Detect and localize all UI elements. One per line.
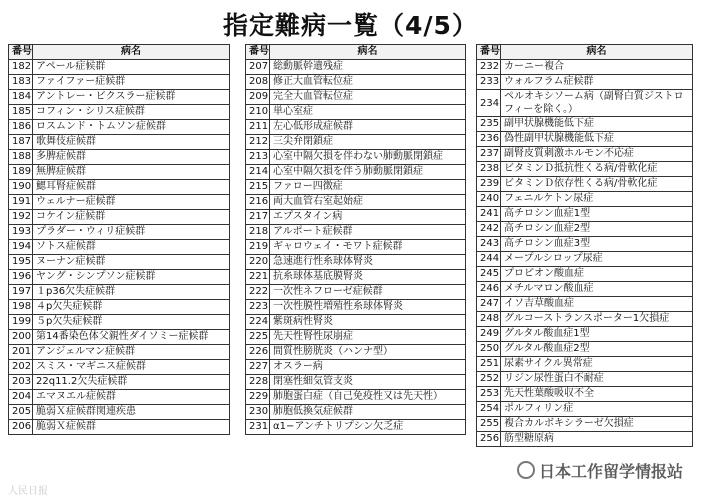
table-row xyxy=(477,417,693,432)
disease-number: 208 xyxy=(246,75,270,90)
disease-name: 先天性腎性尿崩症 xyxy=(270,330,466,345)
disease-name: グルタル酸血症1型 xyxy=(501,327,693,342)
disease-number: 184 xyxy=(9,90,33,105)
disease-name: カーニー複合 xyxy=(501,60,693,75)
disease-name: 歌舞伎症候群 xyxy=(33,135,230,150)
table-row xyxy=(9,405,230,420)
disease-name: 三尖弁閉鎖症 xyxy=(270,135,466,150)
disease-name: 複合カルボキシラーゼ欠損症 xyxy=(501,417,693,432)
disease-name: スミス・マギニス症候群 xyxy=(33,360,230,375)
table-row xyxy=(9,120,230,135)
table-row xyxy=(9,150,230,165)
table-row xyxy=(246,345,466,360)
disease-name: アペール症候群 xyxy=(33,60,230,75)
table-row xyxy=(9,300,230,315)
disease-name: フェニルケトン尿症 xyxy=(501,192,693,207)
disease-number: 187 xyxy=(9,135,33,150)
table-row xyxy=(246,75,466,90)
disease-number: 197 xyxy=(9,285,33,300)
table-row xyxy=(9,315,230,330)
table-row xyxy=(246,120,466,135)
table-row xyxy=(477,342,693,357)
watermark-right-text: 日本工作留学情报站 xyxy=(538,462,683,481)
disease-name: 偽性副甲状腺機能低下症 xyxy=(501,132,693,147)
table-row xyxy=(477,402,693,417)
disease-name: エプスタイン病 xyxy=(270,210,466,225)
table-row xyxy=(9,60,230,75)
disease-number: 220 xyxy=(246,255,270,270)
disease-number: 212 xyxy=(246,135,270,150)
disease-number: 215 xyxy=(246,180,270,195)
header-number: 番号 xyxy=(9,45,33,60)
disease-number: 219 xyxy=(246,240,270,255)
disease-number: 245 xyxy=(477,267,501,282)
disease-number: 183 xyxy=(9,75,33,90)
disease-name: α1−アンチトリプシン欠乏症 xyxy=(270,420,466,435)
disease-name: プロピオン酸血症 xyxy=(501,267,693,282)
disease-name: ファロー四徴症 xyxy=(270,180,466,195)
disease-number: 186 xyxy=(9,120,33,135)
table-row xyxy=(9,420,230,435)
disease-number: 188 xyxy=(9,150,33,165)
table-row xyxy=(477,162,693,177)
table-row xyxy=(246,270,466,285)
disease-number: 256 xyxy=(477,432,501,447)
table-row xyxy=(246,90,466,105)
page-title: 指定難病一覧（4/5） xyxy=(223,11,478,40)
disease-name: ビタミンＤ依存性くる病/骨軟化症 xyxy=(501,177,693,192)
disease-number: 190 xyxy=(9,180,33,195)
disease-name: １p36欠失症候群 xyxy=(33,285,230,300)
disease-number: 229 xyxy=(246,390,270,405)
disease-name: ウォルフラム症候群 xyxy=(501,75,693,90)
disease-number: 228 xyxy=(246,375,270,390)
table-row xyxy=(9,135,230,150)
disease-number: 244 xyxy=(477,252,501,267)
disease-number: 195 xyxy=(9,255,33,270)
disease-number: 194 xyxy=(9,240,33,255)
disease-number: 227 xyxy=(246,360,270,375)
disease-name: 両大血管右室起始症 xyxy=(270,195,466,210)
disease-number: 198 xyxy=(9,300,33,315)
table-row xyxy=(9,225,230,240)
table-row xyxy=(246,195,466,210)
table-row xyxy=(246,240,466,255)
disease-number: 238 xyxy=(477,162,501,177)
table-row xyxy=(246,390,466,405)
disease-number: 211 xyxy=(246,120,270,135)
disease-name: グルコーストランスポーター1欠損症 xyxy=(501,312,693,327)
disease-name: 閉塞性細気管支炎 xyxy=(270,375,466,390)
disease-number: 250 xyxy=(477,342,501,357)
table-row xyxy=(477,177,693,192)
disease-name: エマヌエル症候群 xyxy=(33,390,230,405)
table-row xyxy=(9,375,230,390)
disease-number: 209 xyxy=(246,90,270,105)
disease-name: ヌーナン症候群 xyxy=(33,255,230,270)
table-row xyxy=(246,300,466,315)
disease-number: 248 xyxy=(477,312,501,327)
disease-number: 224 xyxy=(246,315,270,330)
disease-number: 202 xyxy=(9,360,33,375)
header-number: 番号 xyxy=(246,45,270,60)
disease-name: 間質性膀胱炎（ハンナ型） xyxy=(270,345,466,360)
disease-number: 199 xyxy=(9,315,33,330)
table-row xyxy=(246,180,466,195)
table-row xyxy=(246,135,466,150)
table-row xyxy=(246,315,466,330)
disease-name: 高チロシン血症1型 xyxy=(501,207,693,222)
disease-name: コケイン症候群 xyxy=(33,210,230,225)
disease-number: 196 xyxy=(9,270,33,285)
table-row xyxy=(9,285,230,300)
table-row xyxy=(246,420,466,435)
disease-name: ギャロウェイ・モワト症候群 xyxy=(270,240,466,255)
disease-number: 191 xyxy=(9,195,33,210)
disease-number: 255 xyxy=(477,417,501,432)
disease-number: 217 xyxy=(246,210,270,225)
disease-number: 205 xyxy=(9,405,33,420)
disease-number: 200 xyxy=(9,330,33,345)
table-row xyxy=(477,132,693,147)
disease-number: 254 xyxy=(477,402,501,417)
disease-number: 252 xyxy=(477,372,501,387)
watermark-left: 人民日报 xyxy=(8,486,48,497)
table-row xyxy=(246,375,466,390)
table-row xyxy=(477,75,693,90)
disease-number: 251 xyxy=(477,357,501,372)
table-row xyxy=(246,360,466,375)
disease-name: 脆弱Ｘ症候群関連疾患 xyxy=(33,405,230,420)
disease-name: オスラー病 xyxy=(270,360,466,375)
table-row xyxy=(477,432,693,447)
table-row xyxy=(246,255,466,270)
disease-name: 多脾症候群 xyxy=(33,150,230,165)
disease-number: 241 xyxy=(477,207,501,222)
table-row xyxy=(9,270,230,285)
disease-name: 22q11.2欠失症候群 xyxy=(33,375,230,390)
disease-number: 240 xyxy=(477,192,501,207)
table-row xyxy=(477,222,693,237)
header-disease-name: 病名 xyxy=(33,45,230,60)
disease-number: 237 xyxy=(477,147,501,162)
disease-name: ペルオキシソーム病（副腎白質ジストロフィーを除く。） xyxy=(501,90,693,117)
table-row xyxy=(9,195,230,210)
disease-name: 肺胞蛋白症（自己免疫性又は先天性） xyxy=(270,390,466,405)
table-row xyxy=(246,60,466,75)
disease-name: アルポート症候群 xyxy=(270,225,466,240)
disease-name: アンジェルマン症候群 xyxy=(33,345,230,360)
table-row xyxy=(477,357,693,372)
disease-number: 235 xyxy=(477,117,501,132)
disease-name: ロスムンド・トムソン症候群 xyxy=(33,120,230,135)
table-row xyxy=(246,330,466,345)
disease-number: 230 xyxy=(246,405,270,420)
table-row xyxy=(477,312,693,327)
table-row xyxy=(477,252,693,267)
disease-table-3 xyxy=(476,44,693,447)
table-row xyxy=(477,387,693,402)
disease-name: 修正大血管転位症 xyxy=(270,75,466,90)
disease-name: 鰓耳腎症候群 xyxy=(33,180,230,195)
table-row xyxy=(9,360,230,375)
disease-name: ビタミンＤ抵抗性くる病/骨軟化症 xyxy=(501,162,693,177)
table-row xyxy=(9,105,230,120)
disease-name: 一次性膜性増殖性糸球体腎炎 xyxy=(270,300,466,315)
table-row xyxy=(477,327,693,342)
disease-number: 233 xyxy=(477,75,501,90)
table-row xyxy=(246,165,466,180)
disease-number: 203 xyxy=(9,375,33,390)
disease-name: 脆弱Ｘ症候群 xyxy=(33,420,230,435)
disease-name: 第14番染色体父親性ダイソミー症候群 xyxy=(33,330,230,345)
header-number: 番号 xyxy=(477,45,501,60)
disease-name: 心室中隔欠損を伴わない肺動脈閉鎖症 xyxy=(270,150,466,165)
disease-name: リジン尿性蛋白不耐症 xyxy=(501,372,693,387)
disease-name: グルタル酸血症2型 xyxy=(501,342,693,357)
table-row xyxy=(246,225,466,240)
disease-number: 193 xyxy=(9,225,33,240)
disease-number: 221 xyxy=(246,270,270,285)
disease-number: 213 xyxy=(246,150,270,165)
disease-number: 185 xyxy=(9,105,33,120)
disease-name: メープルシロップ尿症 xyxy=(501,252,693,267)
disease-name: 先天性葉酸吸収不全 xyxy=(501,387,693,402)
table-row xyxy=(9,345,230,360)
disease-number: 206 xyxy=(9,420,33,435)
disease-name: 総動脈幹遺残症 xyxy=(270,60,466,75)
disease-name: 高チロシン血症3型 xyxy=(501,237,693,252)
table-row xyxy=(246,105,466,120)
disease-name: コフィン・シリス症候群 xyxy=(33,105,230,120)
disease-table-1 xyxy=(8,44,230,435)
disease-table-2 xyxy=(245,44,466,435)
watermark-right xyxy=(517,459,683,482)
table-row xyxy=(477,237,693,252)
disease-name: 副甲状腺機能低下症 xyxy=(501,117,693,132)
disease-name: ファイファー症候群 xyxy=(33,75,230,90)
disease-name: 急速進行性糸球体腎炎 xyxy=(270,255,466,270)
disease-name: 心室中隔欠損を伴う肺動脈閉鎖症 xyxy=(270,165,466,180)
table-row xyxy=(477,117,693,132)
disease-number: 222 xyxy=(246,285,270,300)
disease-name: アントレー・ビクスラー症候群 xyxy=(33,90,230,105)
table-row xyxy=(477,60,693,75)
disease-name: ４p欠失症候群 xyxy=(33,300,230,315)
disease-name: 左心低形成症候群 xyxy=(270,120,466,135)
table-row xyxy=(246,210,466,225)
disease-name: 完全大血管転位症 xyxy=(270,90,466,105)
disease-number: 232 xyxy=(477,60,501,75)
disease-number: 210 xyxy=(246,105,270,120)
disease-number: 218 xyxy=(246,225,270,240)
table-row xyxy=(9,330,230,345)
disease-name: 尿素サイクル異常症 xyxy=(501,357,693,372)
disease-name: プラダー・ウィリ症候群 xyxy=(33,225,230,240)
table-row xyxy=(246,405,466,420)
disease-name: 高チロシン血症2型 xyxy=(501,222,693,237)
disease-name: 無脾症候群 xyxy=(33,165,230,180)
header-disease-name: 病名 xyxy=(270,45,466,60)
disease-name: 肺胞低換気症候群 xyxy=(270,405,466,420)
disease-name: メチルマロン酸血症 xyxy=(501,282,693,297)
disease-name: 抗糸球体基底膜腎炎 xyxy=(270,270,466,285)
disease-number: 182 xyxy=(9,60,33,75)
table-row xyxy=(9,75,230,90)
disease-number: 216 xyxy=(246,195,270,210)
disease-number: 207 xyxy=(246,60,270,75)
disease-number: 234 xyxy=(477,90,501,117)
disease-name: 筋型糖原病 xyxy=(501,432,693,447)
disease-number: 243 xyxy=(477,237,501,252)
disease-number: 214 xyxy=(246,165,270,180)
disease-name: 副腎皮質刺激ホルモン不応症 xyxy=(501,147,693,162)
table-row xyxy=(477,90,693,117)
disease-name: イソ吉草酸血症 xyxy=(501,297,693,312)
disease-number: 236 xyxy=(477,132,501,147)
disease-name: 一次性ネフローゼ症候群 xyxy=(270,285,466,300)
disease-number: 249 xyxy=(477,327,501,342)
table-row xyxy=(477,282,693,297)
table-row xyxy=(246,150,466,165)
table-row xyxy=(477,147,693,162)
table-row xyxy=(477,267,693,282)
disease-name: 紫斑病性腎炎 xyxy=(270,315,466,330)
table-row xyxy=(9,240,230,255)
disease-name: ソトス症候群 xyxy=(33,240,230,255)
disease-number: 246 xyxy=(477,282,501,297)
table-row xyxy=(9,180,230,195)
disease-name: 単心室症 xyxy=(270,105,466,120)
disease-number: 223 xyxy=(246,300,270,315)
disease-number: 247 xyxy=(477,297,501,312)
table-row xyxy=(9,390,230,405)
disease-number: 242 xyxy=(477,222,501,237)
disease-number: 204 xyxy=(9,390,33,405)
table-row xyxy=(9,90,230,105)
disease-number: 226 xyxy=(246,345,270,360)
disease-number: 253 xyxy=(477,387,501,402)
table-row xyxy=(9,210,230,225)
table-row xyxy=(246,285,466,300)
disease-number: 225 xyxy=(246,330,270,345)
table-row xyxy=(9,165,230,180)
table-row xyxy=(477,372,693,387)
disease-number: 189 xyxy=(9,165,33,180)
table-row xyxy=(477,207,693,222)
table-row xyxy=(477,192,693,207)
table-row xyxy=(9,255,230,270)
disease-number: 192 xyxy=(9,210,33,225)
disease-number: 231 xyxy=(246,420,270,435)
header-disease-name: 病名 xyxy=(501,45,693,60)
disease-number: 239 xyxy=(477,177,501,192)
disease-name: ポルフィリン症 xyxy=(501,402,693,417)
table-row xyxy=(477,297,693,312)
disease-name: ウェルナー症候群 xyxy=(33,195,230,210)
disease-name: ヤング・シンプソン症候群 xyxy=(33,270,230,285)
wechat-icon xyxy=(517,461,535,479)
disease-name: ５p欠失症候群 xyxy=(33,315,230,330)
disease-number: 201 xyxy=(9,345,33,360)
